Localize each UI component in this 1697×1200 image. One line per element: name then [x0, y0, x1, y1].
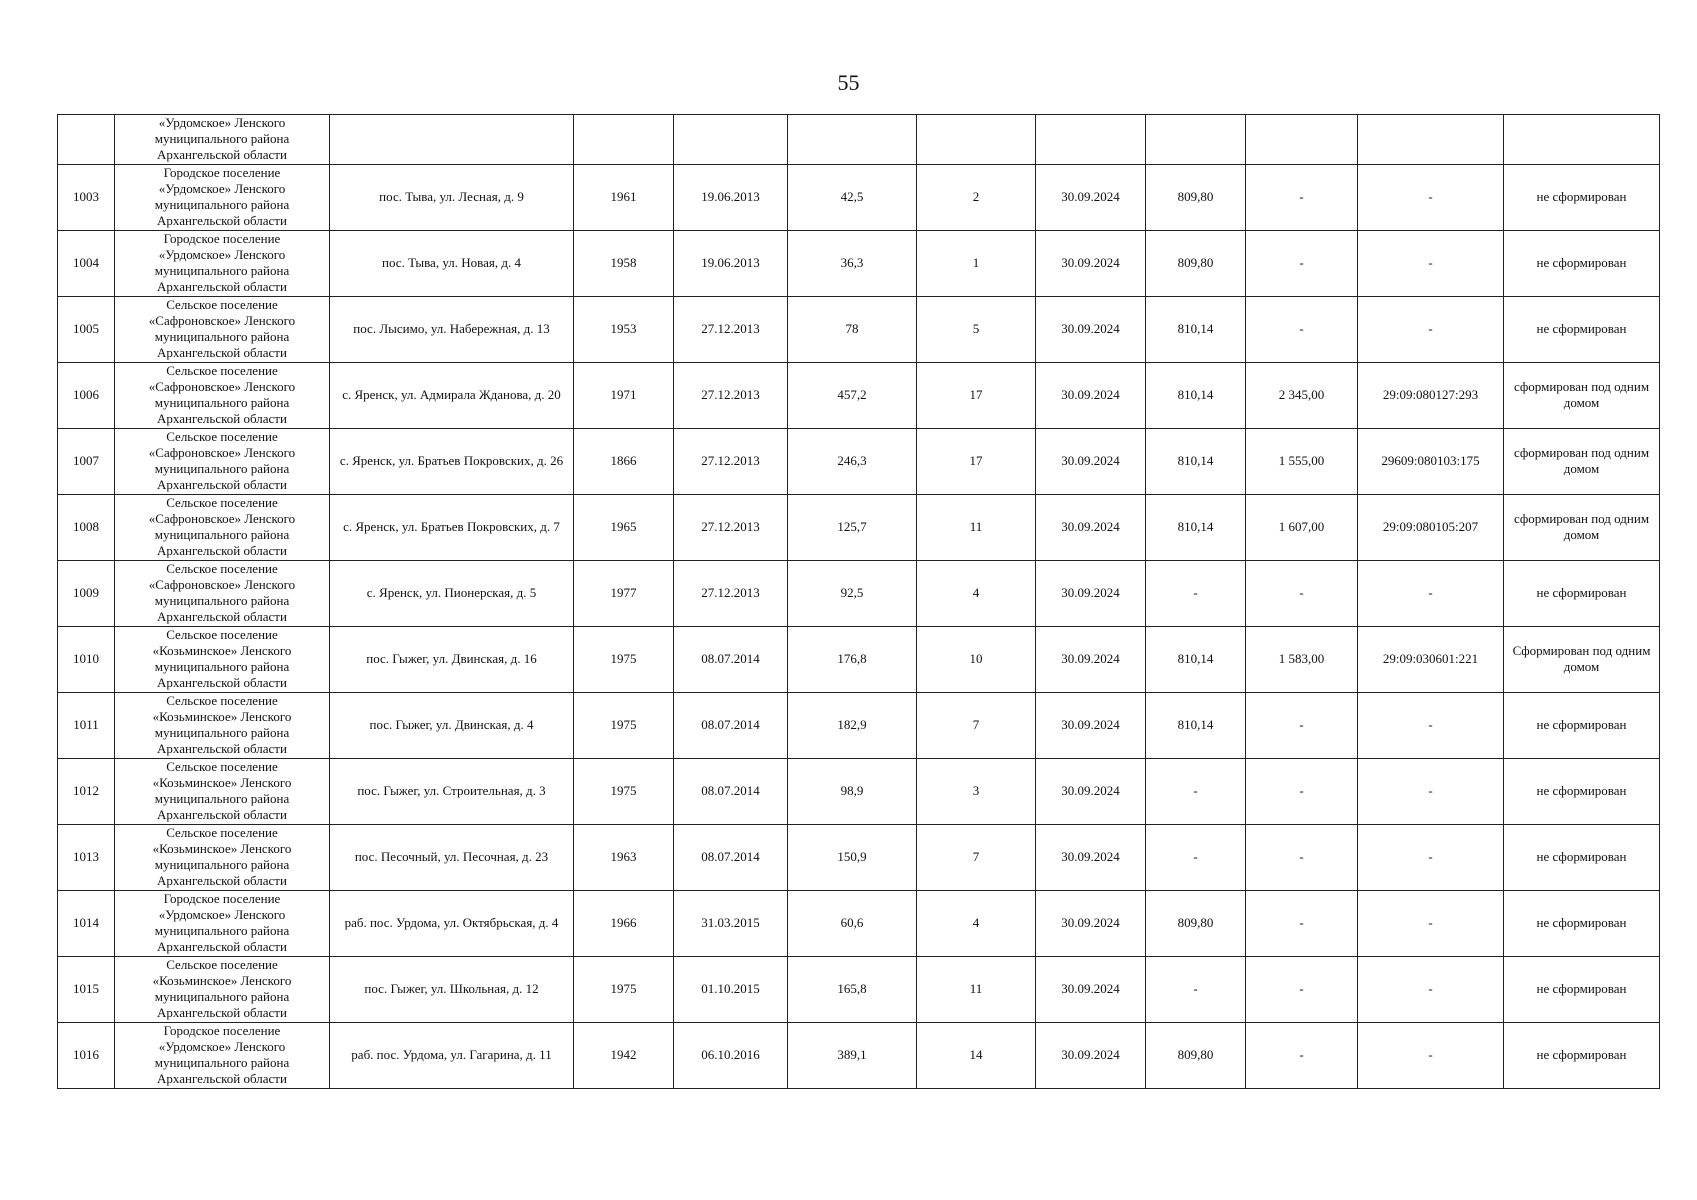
- cell-id: 1008: [58, 494, 115, 560]
- cell-land-area: -: [1246, 890, 1358, 956]
- cell-id: 1013: [58, 824, 115, 890]
- cell-municipality: [115, 626, 330, 692]
- cell-cadastral: -: [1358, 230, 1504, 296]
- cell-land-area: -: [1246, 692, 1358, 758]
- cell-year: 1961: [574, 164, 674, 230]
- cell-municipality: [115, 692, 330, 758]
- cell-cost: 809,80: [1146, 230, 1246, 296]
- cell-area: 60,6: [788, 890, 917, 956]
- cell-address: с. Яренск, ул. Братьев Покровских, д. 7: [330, 494, 574, 560]
- cell-residents: 5: [917, 296, 1036, 362]
- municipality-line: Архангельской области: [157, 675, 287, 691]
- cell-residents: 2: [917, 164, 1036, 230]
- cell-land-area: -: [1246, 1022, 1358, 1088]
- cell-cost: 810,14: [1146, 296, 1246, 362]
- municipality-line: «Козьминское» Ленского: [152, 840, 292, 856]
- cell-date: 27.12.2013: [674, 428, 788, 494]
- cell-cadastral: -: [1358, 758, 1504, 824]
- municipality-line: «Сафроновское» Ленского: [148, 378, 296, 394]
- municipality-line: Архангельской области: [157, 741, 287, 757]
- municipality-line: «Козьминское» Ленского: [152, 972, 292, 988]
- cell-residents: 17: [917, 428, 1036, 494]
- cell-status: сформирован под одним домом: [1504, 494, 1660, 560]
- table-row: [58, 362, 1660, 428]
- cell-id: 1016: [58, 1022, 115, 1088]
- cell-area: 389,1: [788, 1022, 917, 1088]
- cell-id: 1012: [58, 758, 115, 824]
- table-row: [58, 956, 1660, 1022]
- cell-deadline: 30.09.2024: [1036, 560, 1146, 626]
- cell-municipality: [115, 362, 330, 428]
- cell-area: 92,5: [788, 560, 917, 626]
- cell-deadline: 30.09.2024: [1036, 956, 1146, 1022]
- cell-year: 1953: [574, 296, 674, 362]
- cell-municipality: [115, 296, 330, 362]
- cell-cost: -: [1146, 824, 1246, 890]
- cell-area: 78: [788, 296, 917, 362]
- cell-area: 36,3: [788, 230, 917, 296]
- cell-land-area: -: [1246, 296, 1358, 362]
- cell-year: 1965: [574, 494, 674, 560]
- cell-land-area: 1 555,00: [1246, 428, 1358, 494]
- cell-deadline: 30.09.2024: [1036, 494, 1146, 560]
- municipality-line: Сельское поселение: [166, 692, 278, 708]
- municipality-line: муниципального района: [154, 923, 290, 939]
- cell-date: 08.07.2014: [674, 758, 788, 824]
- cell-deadline: 30.09.2024: [1036, 692, 1146, 758]
- cell-year: 1977: [574, 560, 674, 626]
- cell-status: Сформирован под одним домом: [1504, 626, 1660, 692]
- cell-deadline: 30.09.2024: [1036, 428, 1146, 494]
- cell-year: 1963: [574, 824, 674, 890]
- cell-land-area: -: [1246, 560, 1358, 626]
- municipality-line: муниципального района: [154, 329, 290, 345]
- cell-cost: -: [1146, 560, 1246, 626]
- cell-deadline: 30.09.2024: [1036, 626, 1146, 692]
- municipality-line: Архангельской области: [157, 147, 287, 163]
- municipality-line: муниципального района: [154, 593, 290, 609]
- cell-date: 08.07.2014: [674, 626, 788, 692]
- cell-address: раб. пос. Урдома, ул. Гагарина, д. 11: [330, 1022, 574, 1088]
- cell-area: [788, 115, 917, 165]
- cell-cost: 809,80: [1146, 890, 1246, 956]
- municipality-line: «Козьминское» Ленского: [152, 642, 292, 658]
- table-row: [58, 626, 1660, 692]
- cell-status: не сформирован: [1504, 230, 1660, 296]
- municipality-line: «Козьминское» Ленского: [152, 774, 292, 790]
- cell-cadastral: -: [1358, 164, 1504, 230]
- cell-year: 1958: [574, 230, 674, 296]
- cell-cost: [1146, 115, 1246, 165]
- cell-area: 176,8: [788, 626, 917, 692]
- cell-date: 19.06.2013: [674, 164, 788, 230]
- municipality-line: Архангельской области: [157, 213, 287, 229]
- cell-deadline: 30.09.2024: [1036, 362, 1146, 428]
- cell-cadastral: -: [1358, 956, 1504, 1022]
- cell-id: 1005: [58, 296, 115, 362]
- cell-date: 31.03.2015: [674, 890, 788, 956]
- municipality-line: Архангельской области: [157, 1071, 287, 1087]
- cell-municipality: [115, 494, 330, 560]
- table-row: [58, 164, 1660, 230]
- table-row: [58, 560, 1660, 626]
- cell-id: 1014: [58, 890, 115, 956]
- cell-municipality: [115, 164, 330, 230]
- cell-date: 06.10.2016: [674, 1022, 788, 1088]
- cell-deadline: 30.09.2024: [1036, 890, 1146, 956]
- municipality-line: Сельское поселение: [166, 626, 278, 642]
- cell-land-area: -: [1246, 824, 1358, 890]
- municipality-line: Сельское поселение: [166, 560, 278, 576]
- cell-cost: 810,14: [1146, 692, 1246, 758]
- municipality-line: муниципального района: [154, 131, 290, 147]
- cell-municipality: [115, 230, 330, 296]
- cell-address: пос. Тыва, ул. Новая, д. 4: [330, 230, 574, 296]
- cell-year: 1975: [574, 956, 674, 1022]
- cell-deadline: 30.09.2024: [1036, 1022, 1146, 1088]
- cell-date: 27.12.2013: [674, 494, 788, 560]
- cell-date: 27.12.2013: [674, 362, 788, 428]
- cell-area: 457,2: [788, 362, 917, 428]
- cell-residents: 10: [917, 626, 1036, 692]
- municipality-line: муниципального района: [154, 395, 290, 411]
- cell-status: не сформирован: [1504, 758, 1660, 824]
- cell-cadastral: 29609:080103:175: [1358, 428, 1504, 494]
- cell-cadastral: -: [1358, 560, 1504, 626]
- page-number: 55: [837, 70, 860, 95]
- cell-cost: -: [1146, 758, 1246, 824]
- municipality-line: Сельское поселение: [166, 362, 278, 378]
- table-row: [58, 758, 1660, 824]
- cell-deadline: [1036, 115, 1146, 165]
- cell-date: [674, 115, 788, 165]
- cell-status: не сформирован: [1504, 1022, 1660, 1088]
- cell-address: с. Яренск, ул. Братьев Покровских, д. 26: [330, 428, 574, 494]
- municipality-line: Архангельской области: [157, 807, 287, 823]
- cell-cadastral: -: [1358, 1022, 1504, 1088]
- cell-area: 125,7: [788, 494, 917, 560]
- cell-residents: [917, 115, 1036, 165]
- cell-deadline: 30.09.2024: [1036, 164, 1146, 230]
- cell-residents: 11: [917, 956, 1036, 1022]
- table-row: [58, 296, 1660, 362]
- cell-date: 27.12.2013: [674, 560, 788, 626]
- municipality-line: муниципального района: [154, 1055, 290, 1071]
- cell-id: 1003: [58, 164, 115, 230]
- municipality-line: «Урдомское» Ленского: [158, 180, 286, 196]
- cell-date: 19.06.2013: [674, 230, 788, 296]
- cell-land-area: 1 607,00: [1246, 494, 1358, 560]
- cell-cadastral: -: [1358, 296, 1504, 362]
- municipality-line: «Урдомское» Ленского: [158, 246, 286, 262]
- cell-date: 01.10.2015: [674, 956, 788, 1022]
- table-row: [58, 824, 1660, 890]
- cell-land-area: -: [1246, 164, 1358, 230]
- cell-date: 08.07.2014: [674, 824, 788, 890]
- cell-residents: 14: [917, 1022, 1036, 1088]
- municipality-line: «Урдомское» Ленского: [158, 115, 286, 130]
- cell-land-area: -: [1246, 956, 1358, 1022]
- cell-cost: 809,80: [1146, 164, 1246, 230]
- cell-residents: 7: [917, 824, 1036, 890]
- cell-deadline: 30.09.2024: [1036, 824, 1146, 890]
- municipality-line: муниципального района: [154, 857, 290, 873]
- municipality-line: Городское поселение: [163, 890, 281, 906]
- cell-address: с. Яренск, ул. Пионерская, д. 5: [330, 560, 574, 626]
- cell-residents: 1: [917, 230, 1036, 296]
- municipality-line: «Сафроновское» Ленского: [148, 312, 296, 328]
- cell-residents: 11: [917, 494, 1036, 560]
- cell-id: 1010: [58, 626, 115, 692]
- cell-residents: 4: [917, 890, 1036, 956]
- cell-area: 150,9: [788, 824, 917, 890]
- cell-cadastral: 29:09:030601:221: [1358, 626, 1504, 692]
- municipality-line: муниципального района: [154, 725, 290, 741]
- cell-date: 27.12.2013: [674, 296, 788, 362]
- cell-id: 1011: [58, 692, 115, 758]
- cell-deadline: 30.09.2024: [1036, 758, 1146, 824]
- cell-land-area: -: [1246, 230, 1358, 296]
- municipality-line: муниципального района: [154, 197, 290, 213]
- cell-address: с. Яренск, ул. Адмирала Жданова, д. 20: [330, 362, 574, 428]
- cell-municipality: [115, 956, 330, 1022]
- cell-area: 98,9: [788, 758, 917, 824]
- cell-address: пос. Гыжег, ул. Двинская, д. 4: [330, 692, 574, 758]
- municipality-line: «Козьминское» Ленского: [152, 708, 292, 724]
- cell-status: не сформирован: [1504, 956, 1660, 1022]
- municipality-line: муниципального района: [154, 659, 290, 675]
- cell-municipality: [115, 428, 330, 494]
- cell-address: пос. Гыжег, ул. Двинская, д. 16: [330, 626, 574, 692]
- cell-land-area: [1246, 115, 1358, 165]
- municipality-line: Сельское поселение: [166, 824, 278, 840]
- municipality-line: Городское поселение: [163, 1022, 281, 1038]
- cell-municipality: [115, 824, 330, 890]
- cell-cadastral: [1358, 115, 1504, 165]
- cell-municipality: [115, 560, 330, 626]
- municipality-line: муниципального района: [154, 263, 290, 279]
- municipality-line: муниципального района: [154, 989, 290, 1005]
- cell-municipality: [115, 1022, 330, 1088]
- cell-id: 1007: [58, 428, 115, 494]
- cell-municipality: [115, 890, 330, 956]
- municipality-line: Архангельской области: [157, 345, 287, 361]
- cell-area: 182,9: [788, 692, 917, 758]
- cell-address: пос. Тыва, ул. Лесная, д. 9: [330, 164, 574, 230]
- table-row: [58, 890, 1660, 956]
- cell-cost: 810,14: [1146, 428, 1246, 494]
- municipality-line: муниципального района: [154, 527, 290, 543]
- municipality-line: Сельское поселение: [166, 758, 278, 774]
- municipality-line: Архангельской области: [157, 543, 287, 559]
- cell-date: 08.07.2014: [674, 692, 788, 758]
- cell-cost: 809,80: [1146, 1022, 1246, 1088]
- cell-cadastral: -: [1358, 692, 1504, 758]
- municipality-line: Архангельской области: [157, 939, 287, 955]
- cell-address: пос. Гыжег, ул. Школьная, д. 12: [330, 956, 574, 1022]
- cell-cadastral: -: [1358, 824, 1504, 890]
- cell-cost: 810,14: [1146, 362, 1246, 428]
- cell-year: 1971: [574, 362, 674, 428]
- table-row: [58, 692, 1660, 758]
- cell-status: не сформирован: [1504, 692, 1660, 758]
- cell-status: не сформирован: [1504, 824, 1660, 890]
- cell-land-area: -: [1246, 758, 1358, 824]
- municipality-line: Сельское поселение: [166, 956, 278, 972]
- cell-id: 1004: [58, 230, 115, 296]
- municipality-line: Архангельской области: [157, 609, 287, 625]
- cell-address: пос. Песочный, ул. Песочная, д. 23: [330, 824, 574, 890]
- cell-address: раб. пос. Урдома, ул. Октябрьская, д. 4: [330, 890, 574, 956]
- cell-year: 1866: [574, 428, 674, 494]
- cell-deadline: 30.09.2024: [1036, 230, 1146, 296]
- table-row: [58, 1022, 1660, 1088]
- municipality-line: «Урдомское» Ленского: [158, 1038, 286, 1054]
- cell-cadastral: 29:09:080105:207: [1358, 494, 1504, 560]
- municipality-line: Сельское поселение: [166, 428, 278, 444]
- cell-residents: 17: [917, 362, 1036, 428]
- cell-status: не сформирован: [1504, 890, 1660, 956]
- cell-status: не сформирован: [1504, 296, 1660, 362]
- cell-address: пос. Гыжег, ул. Строительная, д. 3: [330, 758, 574, 824]
- housing-registry-table: [57, 114, 1660, 1089]
- municipality-line: Городское поселение: [163, 164, 281, 180]
- table-row: [58, 230, 1660, 296]
- table-body: [58, 115, 1660, 1089]
- cell-municipality: [115, 115, 330, 165]
- cell-cadastral: 29:09:080127:293: [1358, 362, 1504, 428]
- cell-id: 1009: [58, 560, 115, 626]
- cell-year: [574, 115, 674, 165]
- cell-address: пос. Лысимо, ул. Набережная, д. 13: [330, 296, 574, 362]
- municipality-line: «Сафроновское» Ленского: [148, 444, 296, 460]
- municipality-line: «Сафроновское» Ленского: [148, 510, 296, 526]
- cell-municipality: [115, 758, 330, 824]
- municipality-line: Архангельской области: [157, 477, 287, 493]
- municipality-line: «Урдомское» Ленского: [158, 906, 286, 922]
- cell-area: 246,3: [788, 428, 917, 494]
- cell-year: 1975: [574, 626, 674, 692]
- cell-residents: 3: [917, 758, 1036, 824]
- cell-deadline: 30.09.2024: [1036, 296, 1146, 362]
- cell-id: [58, 115, 115, 165]
- cell-id: 1006: [58, 362, 115, 428]
- cell-year: 1975: [574, 758, 674, 824]
- cell-status: [1504, 115, 1660, 165]
- cell-area: 165,8: [788, 956, 917, 1022]
- cell-status: сформирован под одним домом: [1504, 362, 1660, 428]
- municipality-line: Архангельской области: [157, 279, 287, 295]
- municipality-line: Архангельской области: [157, 873, 287, 889]
- municipality-line: Сельское поселение: [166, 296, 278, 312]
- cell-area: 42,5: [788, 164, 917, 230]
- cell-residents: 7: [917, 692, 1036, 758]
- cell-id: 1015: [58, 956, 115, 1022]
- cell-status: не сформирован: [1504, 164, 1660, 230]
- cell-land-area: 2 345,00: [1246, 362, 1358, 428]
- table-row-continued: [58, 115, 1660, 165]
- cell-cost: -: [1146, 956, 1246, 1022]
- cell-address: [330, 115, 574, 165]
- cell-status: сформирован под одним домом: [1504, 428, 1660, 494]
- cell-residents: 4: [917, 560, 1036, 626]
- municipality-line: «Сафроновское» Ленского: [148, 576, 296, 592]
- municipality-line: Архангельской области: [157, 1005, 287, 1021]
- cell-year: 1942: [574, 1022, 674, 1088]
- municipality-line: муниципального района: [154, 791, 290, 807]
- municipality-line: Сельское поселение: [166, 494, 278, 510]
- cell-status: не сформирован: [1504, 560, 1660, 626]
- municipality-line: Городское поселение: [163, 230, 281, 246]
- cell-year: 1966: [574, 890, 674, 956]
- municipality-line: муниципального района: [154, 461, 290, 477]
- cell-cost: 810,14: [1146, 626, 1246, 692]
- table-row: [58, 494, 1660, 560]
- cell-land-area: 1 583,00: [1246, 626, 1358, 692]
- cell-cadastral: -: [1358, 890, 1504, 956]
- cell-cost: 810,14: [1146, 494, 1246, 560]
- cell-year: 1975: [574, 692, 674, 758]
- municipality-line: Архангельской области: [157, 411, 287, 427]
- table-row: [58, 428, 1660, 494]
